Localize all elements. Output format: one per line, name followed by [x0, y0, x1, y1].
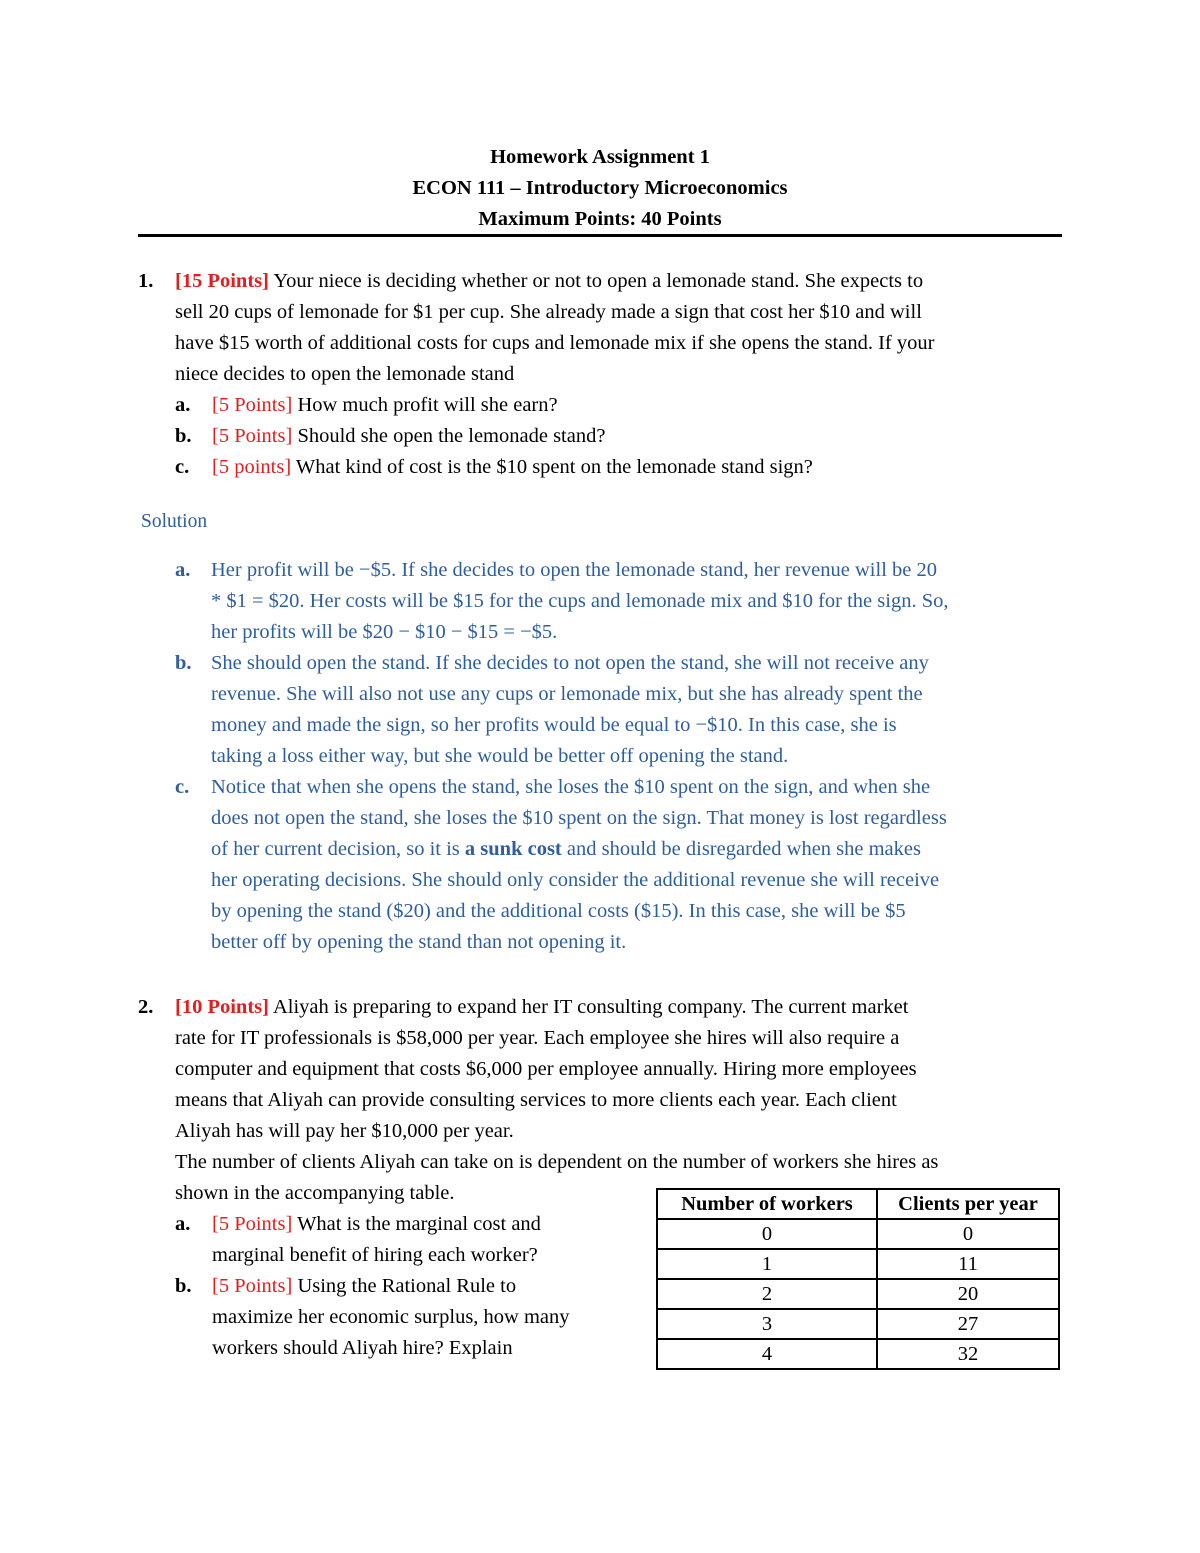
table-row	[657, 1249, 1059, 1279]
solution-text: does not open the stand, she loses the $10 spent on the sign. That money is lost regardless	[211, 807, 947, 829]
part-label: a.	[175, 394, 191, 416]
part-text: workers should Aliyah hire? Explain	[212, 1337, 513, 1359]
question-part-c	[175, 452, 1062, 483]
question-text: niece decides to open the lemonade stand	[175, 363, 515, 385]
table-cell: 4	[657, 1339, 877, 1369]
question-text: rate for IT professionals is $58,000 per year. Each employee she hires will also require a	[175, 1027, 900, 1049]
solution-label: b.	[175, 652, 192, 674]
question-text: Your niece is deciding whether or not to open a lemonade stand. She expects to	[268, 270, 924, 292]
table-row	[657, 1279, 1059, 1309]
part-text: What is the marginal cost and	[292, 1213, 541, 1235]
part-text: maximize her economic surplus, how many	[212, 1306, 570, 1328]
document-header	[138, 142, 1062, 235]
question-number: 1.	[138, 270, 154, 292]
question-number: 2.	[138, 996, 154, 1018]
solution-text: taking a loss either way, but she would be better off opening the stand.	[211, 745, 789, 767]
solution-text: by opening the stand ($20) and the additional costs ($15). In this case, she will be $5	[211, 900, 906, 922]
solution-text: revenue. She will also not use any cups or lemonade mix, but she has already spent the	[211, 683, 923, 705]
part-text: marginal benefit of hiring each worker?	[212, 1244, 538, 1266]
question-text: sell 20 cups of lemonade for $1 per cup. She already made a sign that cost her $10 and will	[175, 301, 922, 323]
question-points: [15 Points]	[175, 270, 269, 292]
solution-part-a	[175, 555, 1062, 648]
part-label: b.	[175, 1275, 192, 1297]
solution-text: Her profit will be −$5. If she decides to open the lemonade stand, her revenue will be 20	[211, 559, 937, 581]
table-row	[657, 1309, 1059, 1339]
table-cell: 20	[877, 1279, 1059, 1309]
table-cell: 0	[657, 1219, 877, 1249]
table-cell: 11	[877, 1249, 1059, 1279]
question-text: computer and equipment that costs $6,000 per employee annually. Hiring more employees	[175, 1058, 917, 1080]
table-header-row	[657, 1189, 1059, 1219]
table-cell: 32	[877, 1339, 1059, 1369]
part-label: a.	[175, 1213, 191, 1235]
solution-heading: Solution	[141, 511, 208, 532]
part-text: What kind of cost is the $10 spent on the lemonade stand sign?	[291, 456, 813, 478]
solution-text: * $1 = $20. Her costs will be $15 for the cups and lemonade mix and $10 for the sign. So,	[211, 590, 949, 612]
max-points: Maximum Points: 40 Points	[478, 208, 722, 230]
solution-text: of her current decision, so it is	[211, 838, 465, 860]
question-part-b	[175, 421, 1062, 452]
sunk-cost-term: a sunk cost	[464, 838, 562, 860]
table-cell: 27	[877, 1309, 1059, 1339]
column-header: Number of workers	[657, 1189, 877, 1219]
question-points: [10 Points]	[175, 996, 269, 1018]
solution-part-b	[175, 648, 1062, 772]
solution-text: her operating decisions. She should only consider the additional revenue she will receive	[211, 869, 940, 891]
question-part-a	[175, 390, 1062, 421]
part-points: [5 Points]	[212, 1213, 293, 1235]
part-label: b.	[175, 425, 192, 447]
part-text: Using the Rational Rule to	[292, 1275, 517, 1297]
question-text: shown in the accompanying table.	[175, 1182, 455, 1204]
part-points: [5 Points]	[212, 394, 293, 416]
question-text: means that Aliyah can provide consulting services to more clients each year. Each client	[175, 1089, 897, 1111]
solution-text: her profits will be $20 − $10 − $15 = −$5.	[211, 621, 558, 643]
workers-clients-table	[656, 1188, 1060, 1370]
solution-part-c	[175, 772, 1062, 958]
question-text: Aliyah has will pay her $10,000 per year.	[175, 1120, 514, 1142]
solution-text: Notice that when she opens the stand, she loses the $10 spent on the sign, and when she	[211, 776, 931, 798]
table-row	[657, 1339, 1059, 1369]
question-text: have $15 worth of additional costs for cups and lemonade mix if she opens the stand. If your	[175, 332, 935, 354]
question-text: The number of clients Aliyah can take on is dependent on the number of workers she hires as	[175, 1151, 939, 1173]
solution-label: a.	[175, 559, 191, 581]
assignment-title: Homework Assignment 1	[490, 146, 710, 168]
solution-text: and should be disregarded when she makes	[561, 838, 921, 860]
part-points: [5 points]	[212, 456, 292, 478]
part-points: [5 Points]	[212, 425, 293, 447]
part-text: Should she open the lemonade stand?	[292, 425, 606, 447]
part-text: How much profit will she earn?	[292, 394, 558, 416]
solution-label: c.	[175, 776, 190, 798]
part-label: c.	[175, 456, 190, 478]
solution-text: better off by opening the stand than not opening it.	[211, 931, 627, 953]
solution-block	[175, 555, 1062, 958]
table-cell: 1	[657, 1249, 877, 1279]
solution-text: She should open the stand. If she decides to not open the stand, she will not receive any	[211, 652, 929, 674]
question-text: Aliyah is preparing to expand her IT consulting company. The current market	[268, 996, 909, 1018]
solution-text: money and made the sign, so her profits would be equal to −$10. In this case, she is	[211, 714, 897, 736]
table-cell: 2	[657, 1279, 877, 1309]
header-divider	[138, 234, 1062, 237]
table-cell: 3	[657, 1309, 877, 1339]
table-cell: 0	[877, 1219, 1059, 1249]
part-points: [5 Points]	[212, 1275, 293, 1297]
question-1	[138, 266, 1062, 483]
table-row	[657, 1219, 1059, 1249]
course-title: ECON 111 – Introductory Microeconomics	[412, 177, 788, 199]
column-header: Clients per year	[877, 1189, 1059, 1219]
